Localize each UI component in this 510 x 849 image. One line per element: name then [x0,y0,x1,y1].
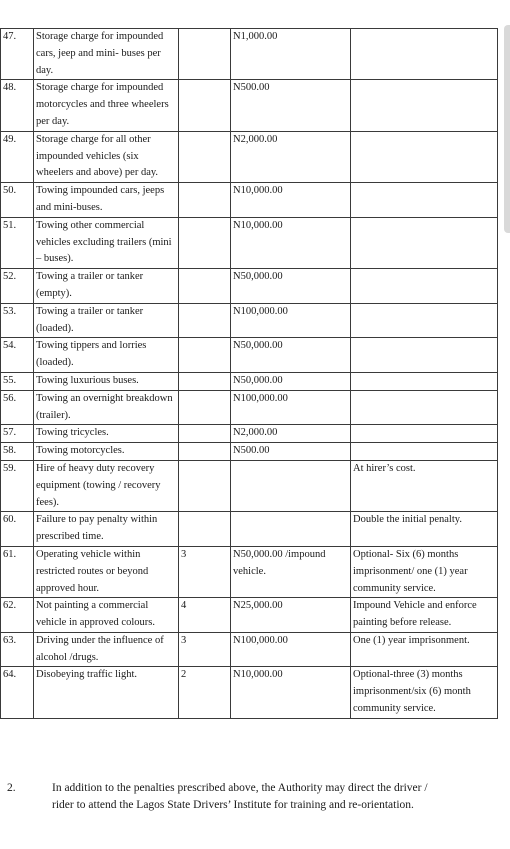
penalty-cell: Optional-three (3) months imprisonment/six (6) month community service. [351,667,498,718]
fine-cell: N10,000.00 [231,183,351,218]
row-number-cell: 57. [1,425,34,443]
points-cell [179,372,231,390]
points-cell [179,183,231,218]
fine-cell: N100,000.00 [231,632,351,667]
table-row [1,390,498,425]
row-number-cell: 61. [1,546,34,597]
fine-cell: N2,000.00 [231,131,351,182]
row-number-cell: 49. [1,131,34,182]
table-row [1,425,498,443]
penalty-cell [351,29,498,80]
fine-cell: N50,000.00 /impound vehicle. [231,546,351,597]
table-row [1,632,498,667]
penalty-cell [351,443,498,461]
footnote-number: 2. [7,782,16,794]
offence-cell: Storage charge for impounded cars, jeep and mini- buses per day. [34,29,179,80]
offence-cell: Towing an overnight breakdown (trailer). [34,390,179,425]
penalty-cell [351,269,498,304]
offence-cell: Failure to pay penalty within prescribed time. [34,512,179,547]
points-cell [179,338,231,373]
table-row [1,546,498,597]
table-row [1,338,498,373]
points-cell [179,390,231,425]
table-row [1,303,498,338]
table-row [1,667,498,718]
offence-cell: Towing luxurious buses. [34,372,179,390]
penalty-cell [351,390,498,425]
row-number-cell: 64. [1,667,34,718]
offence-cell: Disobeying traffic light. [34,667,179,718]
points-cell [179,303,231,338]
penalty-cell [351,338,498,373]
penalty-cell [351,217,498,268]
table-row [1,460,498,511]
row-number-cell: 52. [1,269,34,304]
table-row [1,372,498,390]
table-row [1,80,498,131]
table-row [1,269,498,304]
points-cell [179,269,231,304]
offence-cell: Not painting a commercial vehicle in approved colours. [34,598,179,633]
footnote-line-2: rider to attend the Lagos State Drivers’ Institute for training and re-orientation. [52,799,414,811]
row-number-cell: 60. [1,512,34,547]
offence-cell: Towing a trailer or tanker (empty). [34,269,179,304]
points-cell [179,217,231,268]
offence-cell: Driving under the influence of alcohol /drugs. [34,632,179,667]
penalty-cell: Double the initial penalty. [351,512,498,547]
penalty-cell [351,303,498,338]
penalty-cell [351,425,498,443]
points-cell [179,131,231,182]
penalty-cell [351,131,498,182]
points-cell [179,460,231,511]
penalty-cell: One (1) year imprisonment. [351,632,498,667]
fees-table [0,28,498,719]
fine-cell: N50,000.00 [231,372,351,390]
fine-cell: N1,000.00 [231,29,351,80]
offence-cell: Towing impounded cars, jeeps and mini-buses. [34,183,179,218]
row-number-cell: 55. [1,372,34,390]
penalty-cell: Impound Vehicle and enforce painting before release. [351,598,498,633]
penalty-cell [351,80,498,131]
fine-cell: N100,000.00 [231,303,351,338]
table-row [1,598,498,633]
offence-cell: Hire of heavy duty recovery equipment (towing / recovery fees). [34,460,179,511]
fine-cell: N500.00 [231,443,351,461]
points-cell [179,425,231,443]
table-row [1,29,498,80]
fine-cell: N50,000.00 [231,338,351,373]
row-number-cell: 63. [1,632,34,667]
table-row [1,443,498,461]
fine-cell [231,512,351,547]
row-number-cell: 62. [1,598,34,633]
fine-cell: N2,000.00 [231,425,351,443]
footnote-text [52,780,510,814]
points-cell [179,443,231,461]
offence-cell: Towing motorcycles. [34,443,179,461]
points-cell [179,512,231,547]
penalty-cell [351,372,498,390]
table-row [1,217,498,268]
points-cell: 3 [179,546,231,597]
fine-cell: N500.00 [231,80,351,131]
row-number-cell: 53. [1,303,34,338]
offence-cell: Storage charge for impounded motorcycles and three wheelers per day. [34,80,179,131]
table-row [1,183,498,218]
points-cell [179,29,231,80]
penalty-cell: At hirer’s cost. [351,460,498,511]
footnote-line-1: In addition to the penalties prescribed above, the Authority may direct the driver / [52,782,428,794]
row-number-cell: 59. [1,460,34,511]
offence-cell: Towing tricycles. [34,425,179,443]
fine-cell: N100,000.00 [231,390,351,425]
fine-cell: N50,000.00 [231,269,351,304]
table-row [1,512,498,547]
points-cell: 4 [179,598,231,633]
row-number-cell: 48. [1,80,34,131]
fine-cell: N10,000.00 [231,667,351,718]
fine-cell: N25,000.00 [231,598,351,633]
row-number-cell: 58. [1,443,34,461]
fine-cell: N10,000.00 [231,217,351,268]
points-cell [179,80,231,131]
offence-cell: Towing other commercial vehicles excluding trailers (mini – buses). [34,217,179,268]
row-number-cell: 50. [1,183,34,218]
offence-cell: Storage charge for all other impounded vehicles (six wheelers and above) per day. [34,131,179,182]
table-row [1,131,498,182]
penalty-cell [351,183,498,218]
row-number-cell: 54. [1,338,34,373]
points-cell: 3 [179,632,231,667]
offence-cell: Towing a trailer or tanker (loaded). [34,303,179,338]
scrollbar-thumb[interactable] [504,25,510,233]
fees-table-body [1,29,498,719]
points-cell: 2 [179,667,231,718]
row-number-cell: 47. [1,29,34,80]
offence-cell: Towing tippers and lorries (loaded). [34,338,179,373]
fine-cell [231,460,351,511]
row-number-cell: 51. [1,217,34,268]
row-number-cell: 56. [1,390,34,425]
offence-cell: Operating vehicle within restricted routes or beyond approved hour. [34,546,179,597]
penalty-cell: Optional- Six (6) months imprisonment/ one (1) year community service. [351,546,498,597]
